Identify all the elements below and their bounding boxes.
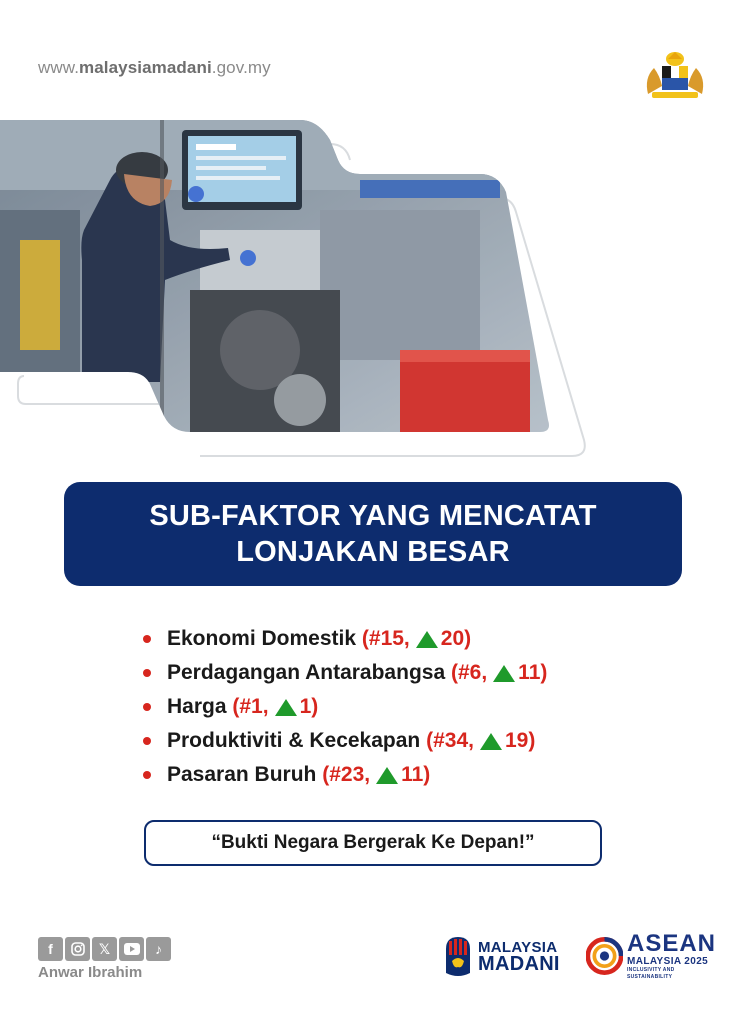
headline-line-2: LONJAKAN BESAR (236, 536, 510, 568)
tiktok-icon[interactable]: ♪ (146, 937, 171, 961)
website-url[interactable] (38, 58, 271, 78)
madani-emblem-icon (444, 935, 472, 977)
url-domain: malaysiamadani (79, 58, 212, 77)
subfactor-name: Perdagangan Antarabangsa (167, 661, 446, 684)
quote-box (144, 820, 602, 866)
subfactor-rank: (#1, (232, 695, 269, 718)
asean-tagline: INCLUSIVITY AND SUSTAINABILITY (626, 966, 675, 980)
list-item (143, 690, 643, 724)
bullet-icon (143, 669, 151, 677)
list-item (143, 622, 643, 656)
asean-emblem-icon (586, 936, 623, 976)
subfactor-rank: (#6, (450, 661, 488, 684)
subfactor-gain: 1) (299, 695, 319, 718)
madani-line-2: MADANI (478, 953, 560, 975)
subfactor-rank: (#23, (322, 763, 371, 786)
asean-malaysia-2025-logo (586, 930, 716, 982)
social-links (38, 937, 171, 961)
subfactor-name: Ekonomi Domestik (167, 627, 357, 650)
madani-line-1: MALAYSIA (478, 939, 558, 956)
bullet-icon (143, 635, 151, 643)
youtube-icon[interactable] (119, 937, 144, 961)
bullet-icon (143, 771, 151, 779)
subfactor-gain: 11) (518, 661, 548, 684)
up-triangle-icon (376, 767, 398, 784)
subfactor-gain: 19) (504, 729, 536, 752)
coat-of-arms-logo (640, 50, 710, 102)
subfactor-rank: (#34, (426, 729, 474, 752)
headline-line-1: SUB-FAKTOR YANG MENCATAT (149, 500, 597, 532)
url-prefix: www. (38, 58, 80, 77)
asean-subtitle: MALAYSIA 2025 (626, 955, 709, 967)
list-item (143, 656, 643, 690)
up-triangle-icon (493, 665, 515, 682)
subfactor-gain: 11) (401, 763, 431, 786)
subfactor-name: Harga (167, 695, 227, 718)
subfactor-list (143, 622, 643, 792)
asean-title: ASEAN (626, 929, 716, 957)
list-item (143, 758, 643, 792)
url-suffix: .gov.my (211, 58, 271, 77)
bullet-icon (143, 703, 151, 711)
x-icon[interactable]: 𝕏 (92, 937, 117, 961)
factory-worker-photo (0, 120, 600, 460)
up-triangle-icon (275, 699, 297, 716)
subfactor-gain: 20) (440, 627, 472, 650)
facebook-icon[interactable]: f (38, 937, 63, 961)
up-triangle-icon (480, 733, 502, 750)
subfactor-name: Pasaran Buruh (167, 763, 317, 786)
up-triangle-icon (416, 631, 438, 648)
bullet-icon (143, 737, 151, 745)
author-name: Anwar Ibrahim (38, 964, 143, 981)
quote-text: “Bukti Negara Bergerak Ke Depan!” (211, 832, 535, 853)
instagram-icon[interactable] (65, 937, 90, 961)
list-item (143, 724, 643, 758)
subfactor-name: Produktiviti & Kecekapan (167, 729, 421, 752)
malaysia-madani-logo (444, 934, 564, 978)
subfactor-rank: (#15, (361, 627, 410, 650)
headline-banner (64, 482, 682, 586)
